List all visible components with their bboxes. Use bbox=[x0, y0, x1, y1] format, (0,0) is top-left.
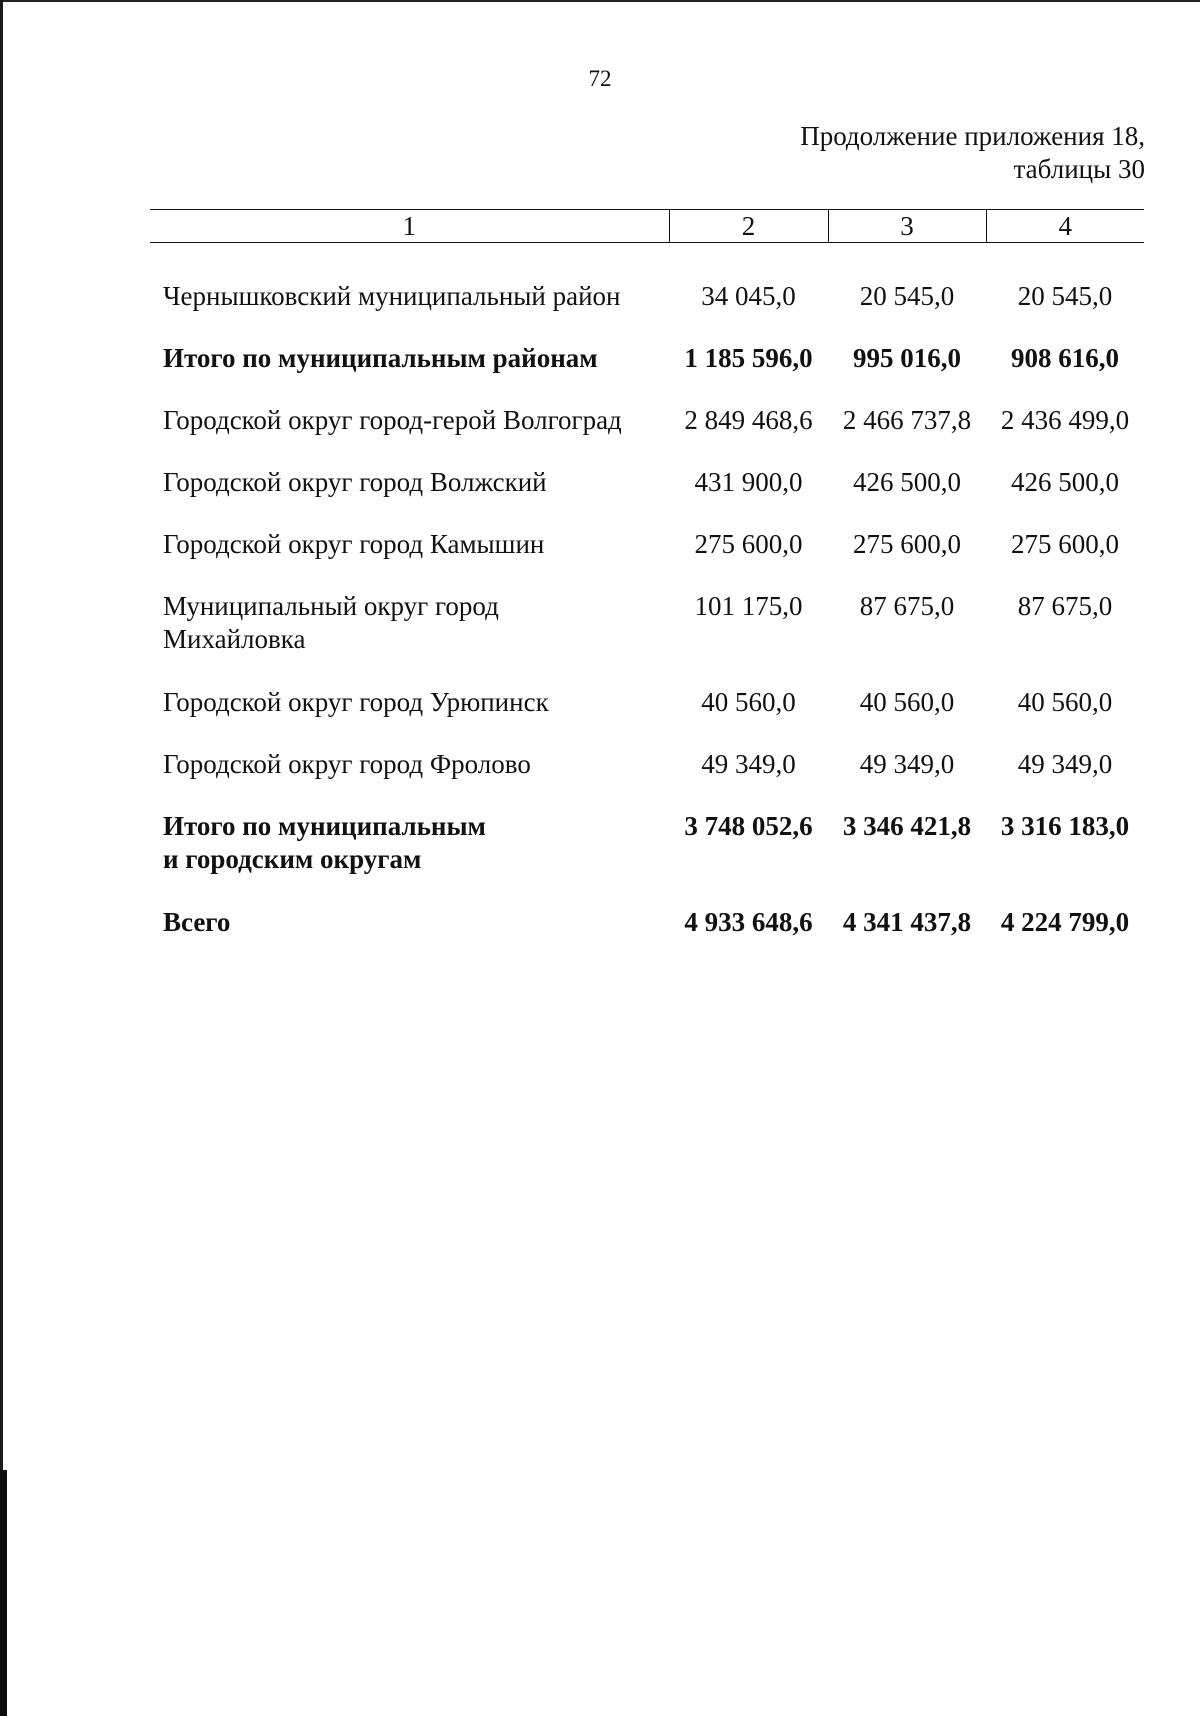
row-name: Городской округ город Камышин bbox=[163, 529, 545, 559]
row-name-line-2: и городским округам bbox=[163, 844, 422, 874]
column-header-4: 4 bbox=[986, 210, 1144, 243]
budget-table bbox=[150, 209, 1144, 940]
row-value-col3: 3 346 421,8 bbox=[842, 811, 972, 841]
row-value-col4: 87 675,0 bbox=[1017, 591, 1113, 621]
row-name: Городской округ город Урюпинск bbox=[163, 687, 549, 717]
caption-line-1: Продолжение приложения 18, bbox=[800, 121, 1145, 151]
row-value-col2: 49 349,0 bbox=[701, 749, 796, 779]
row-value-col3: 49 349,0 bbox=[859, 749, 955, 779]
row-value-col3: 995 016,0 bbox=[853, 343, 961, 373]
row-name: Городской округ город Фролово bbox=[163, 749, 531, 779]
scan-edge-top bbox=[0, 0, 1200, 2]
row-name: Чернышковский муниципальный район bbox=[163, 281, 621, 311]
table-row-subtotal bbox=[150, 314, 1144, 376]
table-row bbox=[150, 438, 1144, 500]
scan-edge-left-bottom bbox=[0, 1470, 7, 1716]
row-name bbox=[150, 782, 669, 878]
table-header-row bbox=[150, 210, 1144, 243]
row-name: Итого по муниципальным районам bbox=[163, 343, 598, 373]
table-row-subtotal bbox=[150, 782, 1144, 878]
table-row bbox=[150, 562, 1144, 658]
table-row bbox=[150, 500, 1144, 562]
row-value-col4: 20 545,0 bbox=[1017, 281, 1113, 311]
column-header-2: 2 bbox=[669, 210, 828, 243]
row-value-col4: 426 500,0 bbox=[1011, 467, 1119, 497]
row-value-col3: 2 466 737,8 bbox=[842, 405, 972, 435]
row-value-col3: 275 600,0 bbox=[853, 529, 961, 559]
row-value-col4: 49 349,0 bbox=[1017, 749, 1113, 779]
row-value-col2: 275 600,0 bbox=[694, 529, 803, 559]
table-row bbox=[150, 376, 1144, 438]
row-value-col3: 40 560,0 bbox=[859, 687, 955, 717]
row-value-col2: 3 748 052,6 bbox=[684, 811, 813, 841]
row-name-line-1: Итого по муниципальным bbox=[163, 811, 486, 841]
row-name bbox=[150, 562, 669, 658]
row-value-col3: 426 500,0 bbox=[853, 467, 961, 497]
appendix-caption bbox=[800, 120, 1145, 186]
row-name: Всего bbox=[163, 907, 231, 937]
row-value-col2: 40 560,0 bbox=[701, 687, 796, 717]
caption-line-2: таблицы 30 bbox=[1013, 154, 1145, 184]
row-value-col4: 275 600,0 bbox=[1011, 529, 1119, 559]
row-value-col3: 4 341 437,8 bbox=[842, 907, 972, 937]
row-name: Городской округ город-герой Волгоград bbox=[163, 405, 622, 435]
table-row bbox=[150, 658, 1144, 720]
row-value-col2: 2 849 468,6 bbox=[684, 405, 813, 435]
column-header-1: 1 bbox=[150, 210, 669, 243]
row-name-line-1: Муниципальный округ город bbox=[163, 591, 499, 621]
scan-edge-left bbox=[0, 0, 3, 1716]
row-name-line-2: Михайловка bbox=[163, 624, 306, 654]
row-value-col3: 20 545,0 bbox=[859, 281, 955, 311]
row-value-col4: 908 616,0 bbox=[1011, 343, 1119, 373]
row-value-col2: 34 045,0 bbox=[701, 281, 796, 311]
page-number: 72 bbox=[588, 66, 612, 91]
table-row-total bbox=[150, 878, 1144, 940]
row-name: Городской округ город Волжский bbox=[163, 467, 547, 497]
row-value-col4: 4 224 799,0 bbox=[1000, 907, 1130, 937]
row-value-col4: 2 436 499,0 bbox=[1000, 405, 1130, 435]
table-row bbox=[150, 243, 1144, 315]
row-value-col4: 3 316 183,0 bbox=[1000, 811, 1130, 841]
table-row bbox=[150, 720, 1144, 782]
row-value-col2: 431 900,0 bbox=[694, 467, 803, 497]
row-value-col4: 40 560,0 bbox=[1017, 687, 1113, 717]
row-value-col3: 87 675,0 bbox=[859, 591, 955, 621]
column-header-3: 3 bbox=[828, 210, 986, 243]
row-value-col2: 4 933 648,6 bbox=[684, 907, 813, 937]
row-value-col2: 1 185 596,0 bbox=[684, 343, 813, 373]
row-value-col2: 101 175,0 bbox=[694, 591, 803, 621]
